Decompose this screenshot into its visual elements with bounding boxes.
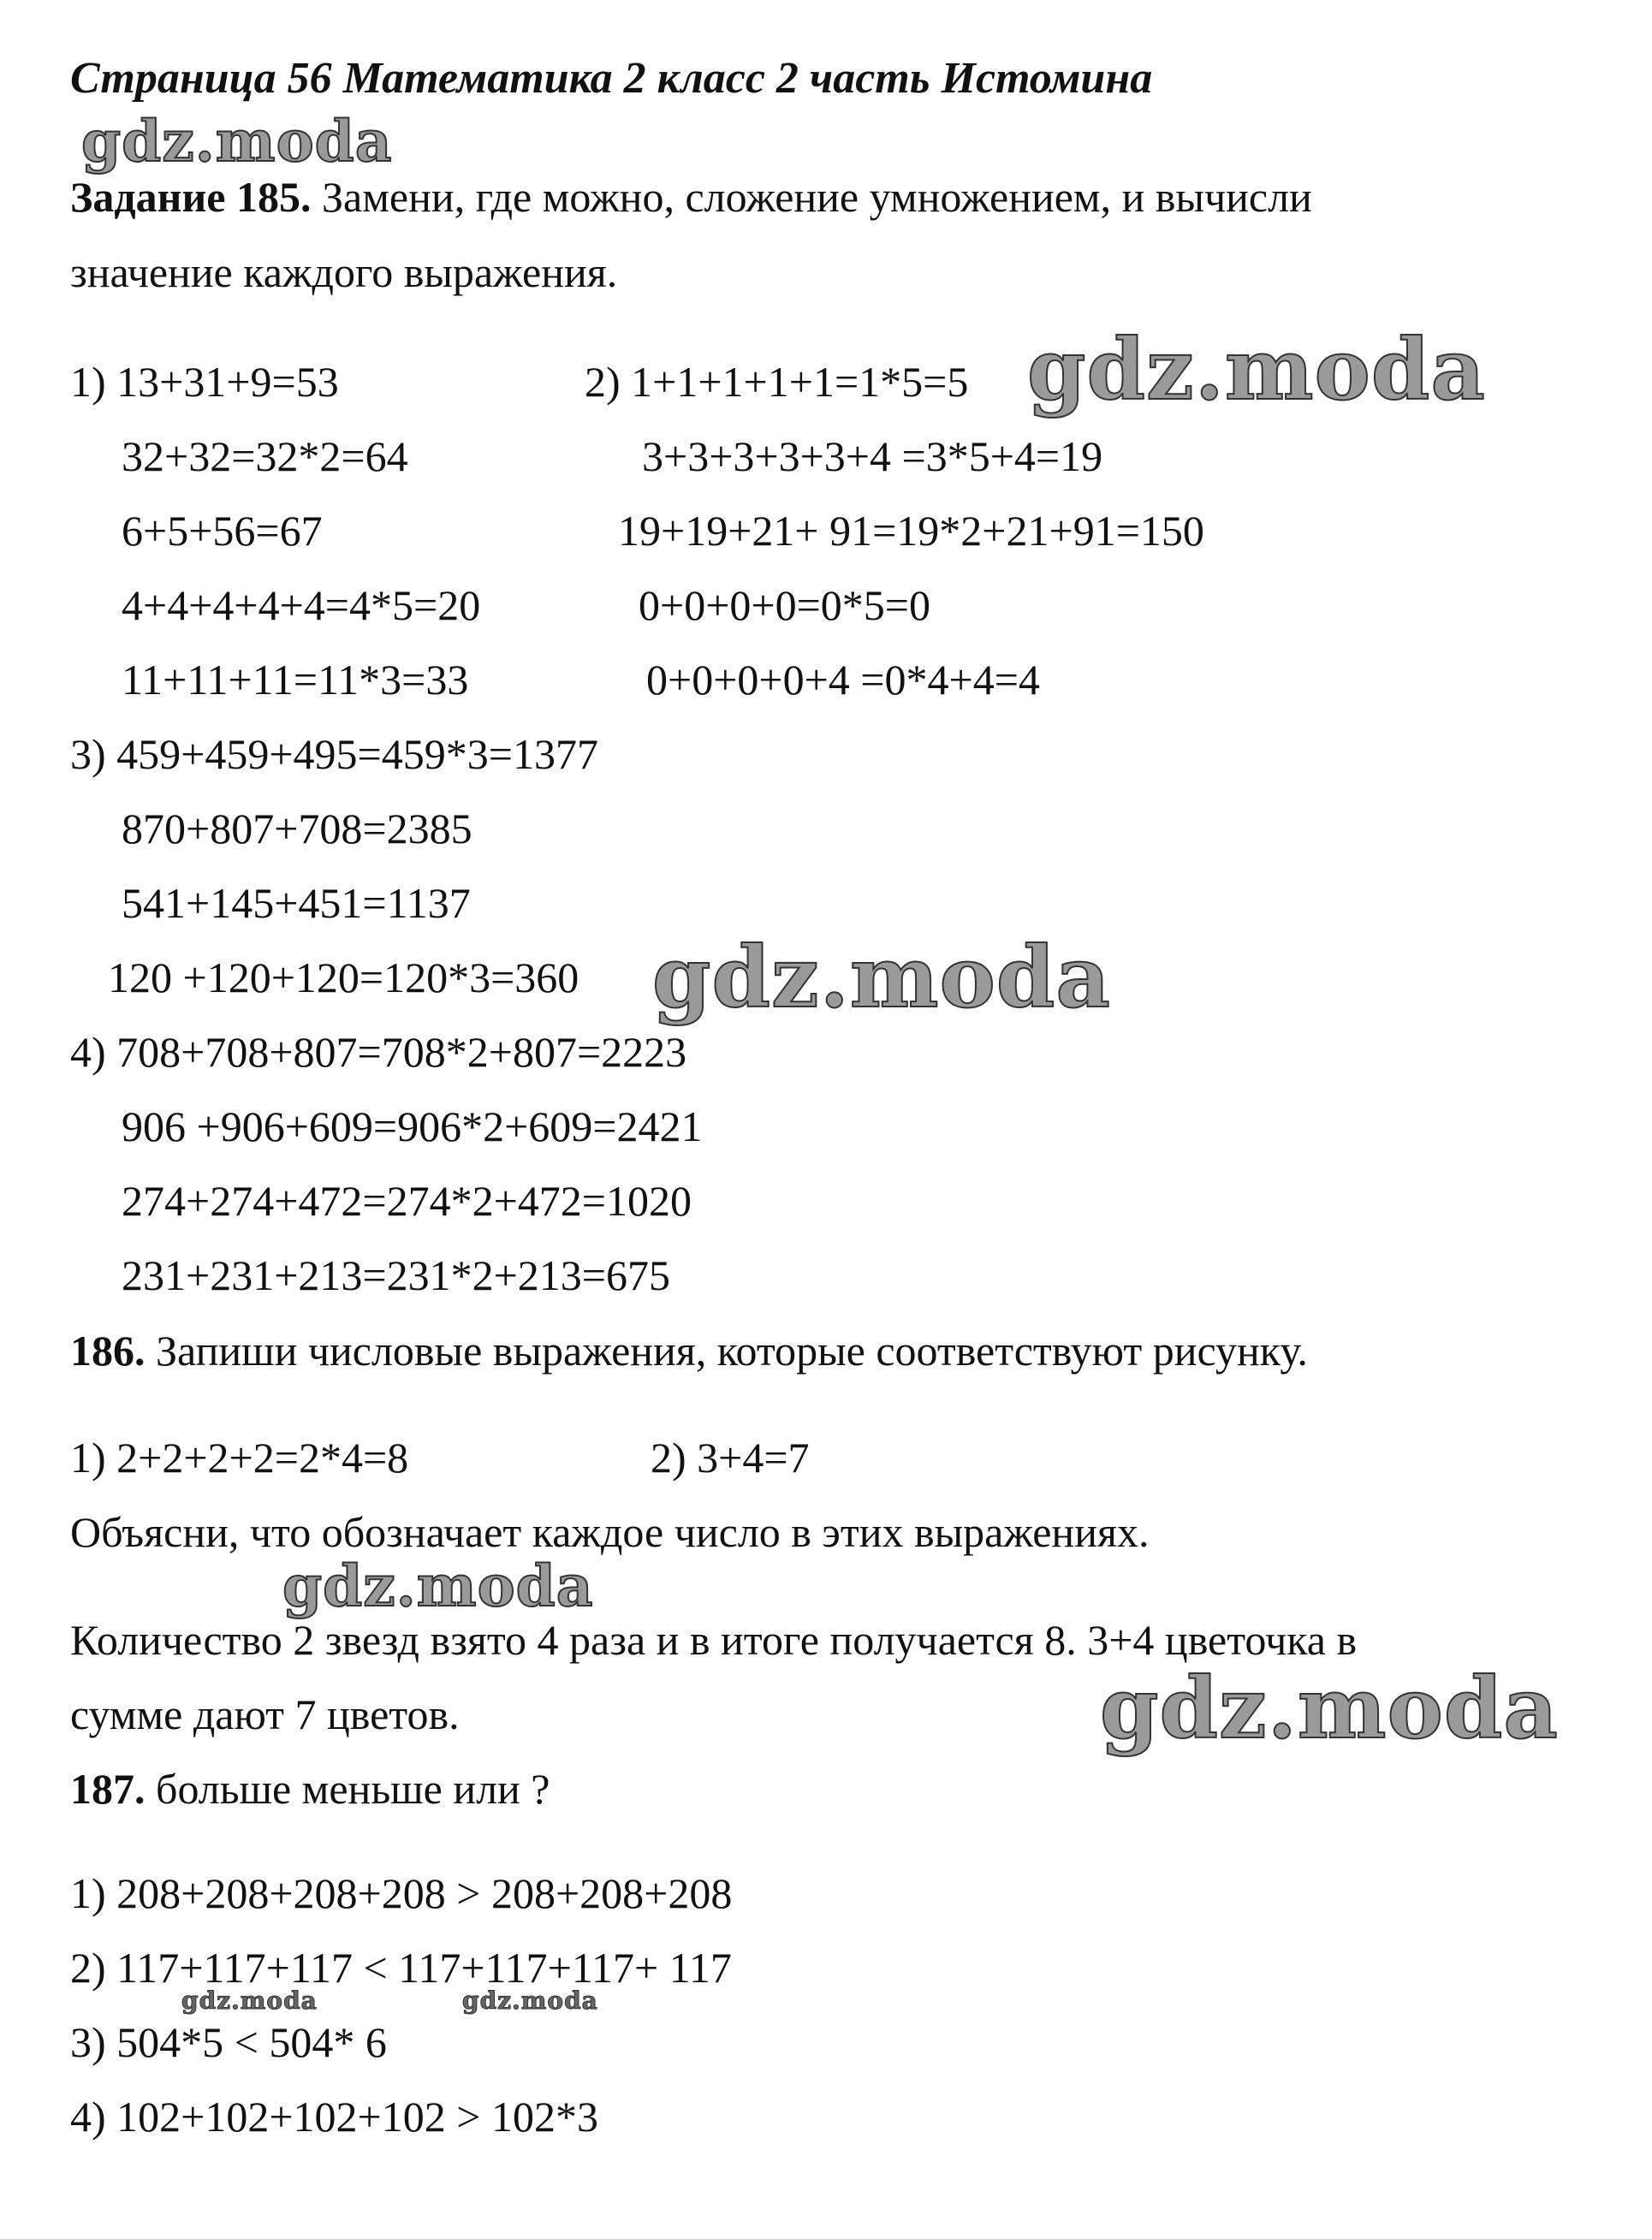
task-186-explanation-line2: сумме дают 7 цветов. xyxy=(70,1690,460,1738)
task-185-line-1-1: 1) 13+31+9=53 xyxy=(70,358,339,406)
task-185-line-4-4: 231+231+213=231*2+213=675 xyxy=(122,1251,670,1299)
task-185-line-1-5: 11+11+11=11*3=33 xyxy=(122,656,469,704)
task-185-line-4-2: 906 +906+609=906*2+609=2421 xyxy=(122,1102,703,1150)
task-187-item-1: 1) 208+208+208+208 > 208+208+208 xyxy=(70,1869,733,1917)
task-187-text: больше меньше или ? xyxy=(156,1765,550,1813)
task-185-line-3-1: 3) 459+459+495=459*3=1377 xyxy=(70,730,598,778)
task-185-line-4-1: 4) 708+708+807=708*2+807=2223 xyxy=(70,1028,687,1076)
task-185-line-3-4: 120 +120+120=120*3=360 xyxy=(108,953,579,1001)
task-187-item-3: 3) 504*5 < 504* 6 xyxy=(70,2018,387,2066)
task-185-heading xyxy=(70,171,1312,223)
watermark-logo: gdz.moda xyxy=(652,929,1111,1027)
task-185-text-line2: значение каждого выражения. xyxy=(70,248,618,296)
task-185-line-1-2: 32+32=32*2=64 xyxy=(122,432,408,480)
task-185-line-1-3: 6+5+56=67 xyxy=(122,507,323,555)
task-185-line-2-2: 3+3+3+3+3+4 =3*5+4=19 xyxy=(642,432,1103,480)
watermark-logo: gdz.moda xyxy=(282,1553,594,1619)
watermark-logo: gdz.moda xyxy=(462,1987,598,2015)
task-185-line-3-3: 541+145+451=1137 xyxy=(122,879,471,927)
task-185-line-2-1: 2) 1+1+1+1+1=1*5=5 xyxy=(585,358,969,406)
task-187-item-2: 2) 117+117+117 < 117+117+117+ 117 xyxy=(70,1944,732,1992)
task-185-label: Задание 185. xyxy=(70,173,312,221)
task-185-line-1-4: 4+4+4+4+4=4*5=20 xyxy=(122,581,481,629)
task-186-heading xyxy=(70,1325,1308,1376)
watermark-logo: gdz.moda xyxy=(181,1987,318,2015)
task-185-line-2-4: 0+0+0+0=0*5=0 xyxy=(639,581,930,629)
task-187-heading xyxy=(70,1763,550,1814)
task-185-line-3-2: 870+807+708=2385 xyxy=(122,805,472,852)
watermark-logo: gdz.moda xyxy=(81,108,393,175)
task-185-text-line1: Замени, где можно, сложение умножением, и вычисли xyxy=(322,173,1312,221)
task-187-item-4: 4) 102+102+102+102 > 102*3 xyxy=(70,2093,598,2141)
task-186-answer-2: 2) 3+4=7 xyxy=(651,1434,810,1482)
task-186-text: Запиши числовые выражения, которые соответствуют рисунку. xyxy=(156,1327,1308,1375)
task-186-question: Объясни, что обозначает каждое число в этих выражениях. xyxy=(70,1508,1150,1556)
task-187-label: 187. xyxy=(70,1765,146,1813)
watermark-logo: gdz.moda xyxy=(1027,321,1486,419)
page-title: Страница 56 Математика 2 класс 2 часть Истомина xyxy=(70,54,1153,103)
task-185-line-4-3: 274+274+472=274*2+472=1020 xyxy=(122,1177,692,1225)
task-186-label: 186. xyxy=(70,1327,146,1375)
task-185-line-2-3: 19+19+21+ 91=19*2+21+91=150 xyxy=(618,507,1204,555)
task-185-line-2-5: 0+0+0+0+4 =0*4+4=4 xyxy=(646,656,1040,704)
task-186-explanation-line1: Количество 2 звезд взято 4 раза и в итоге получается 8. 3+4 цветочка в xyxy=(70,1616,1358,1664)
task-186-answer-1: 1) 2+2+2+2=2*4=8 xyxy=(70,1434,409,1482)
watermark-logo: gdz.moda xyxy=(1100,1660,1559,1758)
